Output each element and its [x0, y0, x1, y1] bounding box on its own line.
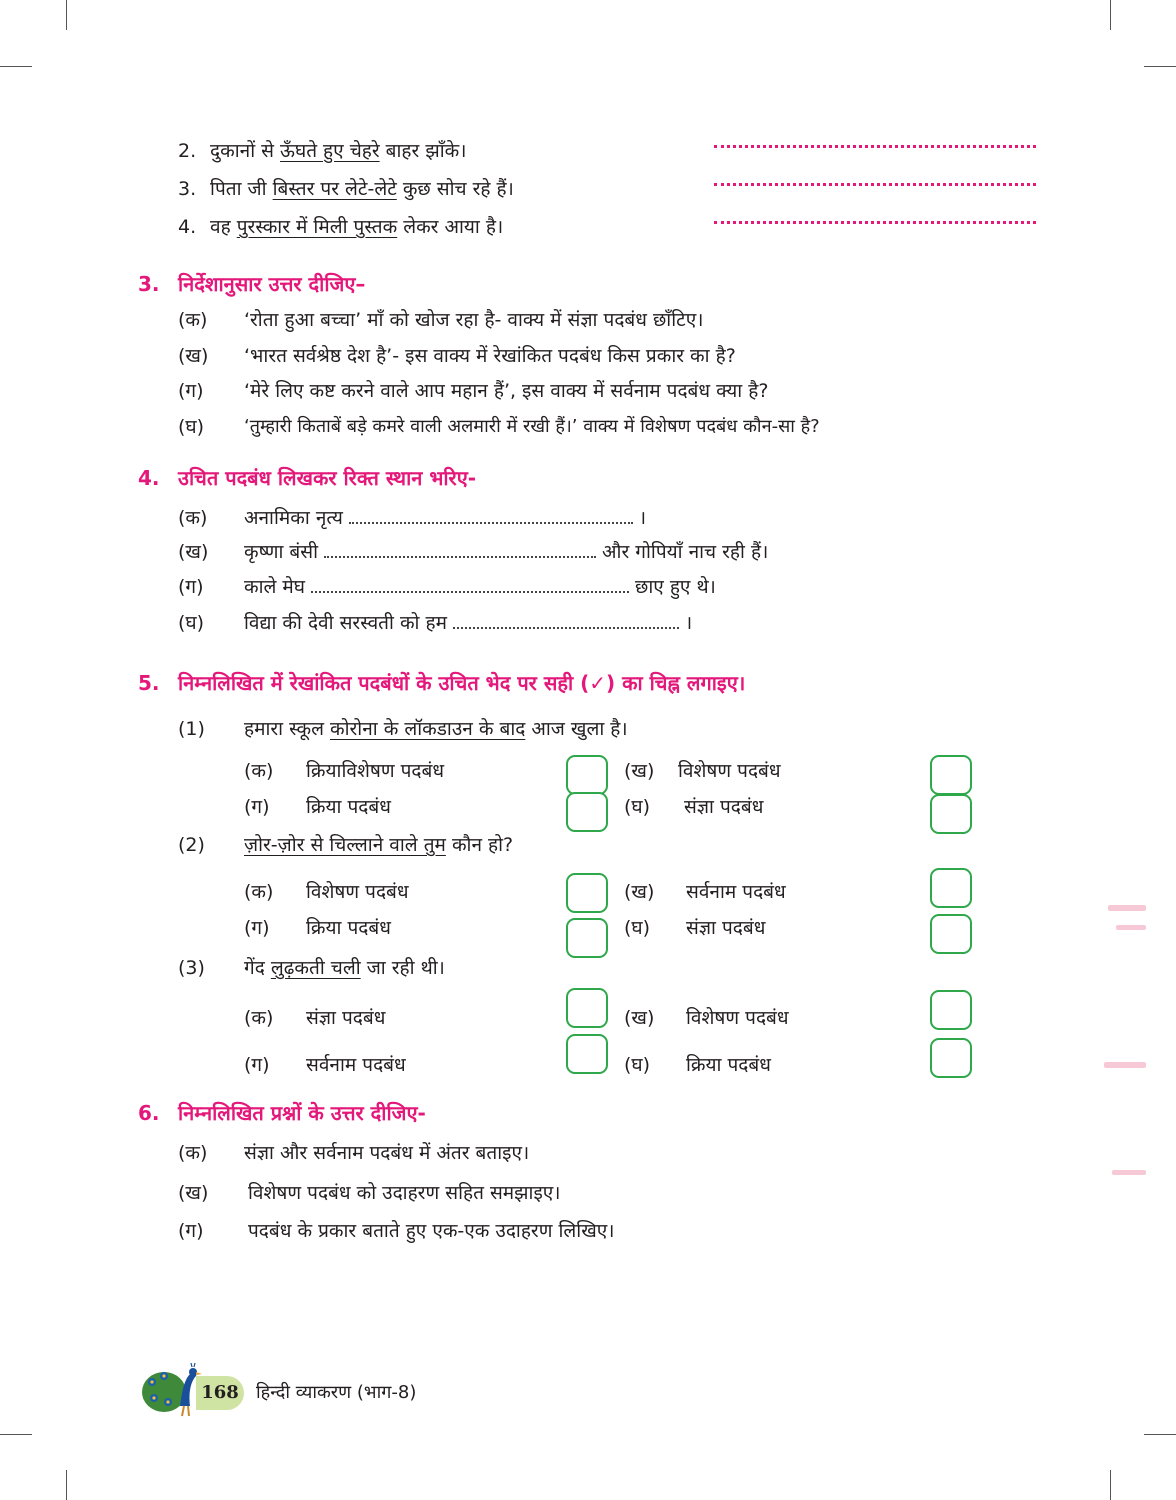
- item-label: (घ): [178, 612, 205, 634]
- item-label: (1): [178, 718, 205, 740]
- fill-blank-item: [244, 610, 692, 636]
- item-text: बाहर झाँके।: [379, 140, 467, 162]
- blank-line[interactable]: [453, 613, 679, 629]
- item-text: कृष्णा बंसी: [244, 541, 319, 563]
- section-heading: [138, 1099, 426, 1127]
- item-text: अनामिका नृत्य: [244, 507, 343, 529]
- option-label: (ख): [624, 881, 655, 903]
- option-label: (क): [244, 881, 274, 903]
- answer-line[interactable]: [714, 145, 1036, 148]
- item-text: विद्या की देवी सरस्वती को हम: [244, 612, 447, 634]
- answer-checkbox[interactable]: [566, 988, 608, 1028]
- option-label: (घ): [624, 917, 651, 939]
- item-label: (ग): [178, 1220, 204, 1242]
- decorative-stroke: [1104, 1062, 1146, 1068]
- option-text: संज्ञा पदबंध: [686, 917, 766, 939]
- decorative-stroke: [1116, 925, 1146, 930]
- answer-checkbox[interactable]: [930, 794, 972, 834]
- option-text: क्रियाविशेषण पदबंध: [306, 760, 445, 782]
- question-text: ‘मेरे लिए कष्ट करने वाले आप महान हैं’, इस वाक्य में सर्वनाम पदबंध क्या है?: [244, 380, 769, 402]
- answer-line[interactable]: [714, 221, 1036, 224]
- item-number: 4.: [178, 216, 197, 238]
- question-text: ‘तुम्हारी किताबें बड़े कमरे वाली अलमारी में रखी हैं।’ वाक्य में विशेषण पदबंध कौन-सा है?: [244, 416, 820, 437]
- item-label: (क): [178, 309, 208, 331]
- option-label: (ग): [244, 917, 270, 939]
- option-text: विशेषण पदबंध: [686, 1007, 789, 1029]
- section-number: 5.: [138, 671, 160, 695]
- item-text: पिता जी: [210, 178, 273, 200]
- decorative-stroke: [1112, 1170, 1146, 1175]
- section-heading: [138, 464, 476, 492]
- item-label: (ग): [178, 380, 204, 402]
- option-text: सर्वनाम पदबंध: [306, 1054, 406, 1076]
- option-label: (ख): [624, 760, 655, 782]
- blank-line[interactable]: [324, 542, 596, 558]
- option-label: (ग): [244, 796, 270, 818]
- list-item: [178, 138, 466, 164]
- list-item: [178, 214, 503, 240]
- option-text: विशेषण पदबंध: [306, 881, 409, 903]
- item-text: और गोपियाँ नाच रही हैं।: [602, 541, 769, 563]
- item-text: काले मेघ: [244, 576, 306, 598]
- underlined-phrase: ज़ोर-ज़ोर से चिल्लाने वाले तुम: [244, 834, 446, 856]
- fill-blank-item: [244, 574, 716, 600]
- answer-checkbox[interactable]: [566, 755, 608, 795]
- item-text: वह: [210, 216, 237, 238]
- item-text: जा रही थी।: [360, 957, 445, 979]
- option-text: क्रिया पदबंध: [306, 917, 391, 939]
- crop-mark: [1110, 0, 1111, 30]
- question-text: [244, 716, 628, 742]
- item-text: कौन हो?: [445, 834, 514, 856]
- list-item: [178, 176, 514, 202]
- item-text: गेंद: [244, 957, 271, 979]
- item-text: छाए हुए थे।: [635, 576, 716, 598]
- option-text: विशेषण पदबंध: [678, 760, 781, 782]
- option-text: सर्वनाम पदबंध: [686, 881, 786, 903]
- option-label: (ख): [624, 1007, 655, 1029]
- answer-checkbox[interactable]: [930, 1038, 972, 1078]
- crop-mark: [0, 66, 32, 67]
- fill-blank-item: [244, 505, 646, 531]
- item-label: (घ): [178, 416, 205, 438]
- answer-checkbox[interactable]: [566, 918, 608, 958]
- section-title: उचित पदबंध लिखकर रिक्त स्थान भरिए-: [178, 466, 477, 490]
- answer-checkbox[interactable]: [566, 1034, 608, 1074]
- option-label: (ग): [244, 1054, 270, 1076]
- crop-mark: [1144, 1434, 1176, 1435]
- book-title: हिन्दी व्याकरण (भाग-8): [256, 1382, 417, 1403]
- question-text: संज्ञा और सर्वनाम पदबंध में अंतर बताइए।: [244, 1142, 530, 1164]
- item-label: (क): [178, 507, 208, 529]
- item-text: ।: [684, 612, 693, 634]
- section-number: 4.: [138, 466, 160, 490]
- option-label: (क): [244, 760, 274, 782]
- underlined-phrase: कोरोना के लॉकडाउन के बाद: [330, 718, 526, 740]
- item-text: कुछ सोच रहे हैं।: [396, 178, 514, 200]
- item-number: 2.: [178, 140, 197, 162]
- option-label: (घ): [624, 1054, 651, 1076]
- question-text: विशेषण पदबंध को उदाहरण सहित समझाइए।: [248, 1182, 561, 1204]
- item-label: (ग): [178, 576, 204, 598]
- option-label: (घ): [624, 796, 651, 818]
- item-text: ।: [638, 507, 647, 529]
- item-text: आज खुला है।: [525, 718, 628, 740]
- option-text: क्रिया पदबंध: [306, 796, 391, 818]
- crop-mark: [66, 1470, 67, 1500]
- answer-checkbox[interactable]: [930, 990, 972, 1030]
- section-heading: [138, 270, 365, 298]
- crop-mark: [0, 1434, 32, 1435]
- option-text: संज्ञा पदबंध: [684, 796, 764, 818]
- item-text: दुकानों से: [210, 140, 281, 162]
- section-number: 6.: [138, 1101, 160, 1125]
- blank-line[interactable]: [311, 577, 629, 593]
- question-text: ‘भारत सर्वश्रेष्ठ देश है’- इस वाक्य में रेखांकित पदबंध किस प्रकार का है?: [244, 345, 736, 367]
- question-text: [244, 955, 445, 981]
- answer-line[interactable]: [714, 183, 1036, 186]
- answer-checkbox[interactable]: [930, 914, 972, 954]
- underlined-phrase: ऊँघते हुए चेहरे: [280, 140, 380, 162]
- option-text: क्रिया पदबंध: [686, 1054, 771, 1076]
- item-number: 3.: [178, 178, 197, 200]
- section-heading: [138, 669, 745, 697]
- crop-mark: [1144, 66, 1176, 67]
- item-label: (3): [178, 957, 205, 979]
- answer-checkbox[interactable]: [566, 792, 608, 832]
- crop-mark: [66, 0, 67, 30]
- answer-checkbox[interactable]: [566, 873, 608, 913]
- section-title: निम्नलिखित प्रश्नों के उत्तर दीजिए-: [178, 1101, 426, 1125]
- question-text: ‘रोता हुआ बच्चा’ माँ को खोज रहा है- वाक्य में संज्ञा पदबंध छाँटिए।: [244, 309, 704, 331]
- crop-mark: [1110, 1470, 1111, 1500]
- page-number: 168: [196, 1376, 244, 1410]
- underlined-phrase: लुढ़कती चली: [270, 957, 361, 979]
- option-label: (क): [244, 1007, 274, 1029]
- section-number: 3.: [138, 272, 160, 296]
- section-title: निर्देशानुसार उत्तर दीजिए–: [178, 272, 366, 296]
- underlined-phrase: पुरस्कार में मिली पुस्तक: [236, 216, 398, 238]
- answer-checkbox[interactable]: [930, 868, 972, 908]
- section-title: निम्नलिखित में रेखांकित पदबंधों के उचित भेद पर सही (✓) का चिह्न लगाइए।: [178, 671, 746, 695]
- item-label: (ख): [178, 541, 209, 563]
- question-text: [244, 832, 513, 858]
- fill-blank-item: [244, 539, 768, 565]
- item-label: (ख): [178, 1182, 209, 1204]
- answer-checkbox[interactable]: [930, 755, 972, 795]
- item-text: हमारा स्कूल: [244, 718, 331, 740]
- question-text: पदबंध के प्रकार बताते हुए एक-एक उदाहरण लिखिए।: [248, 1220, 615, 1242]
- decorative-stroke: [1108, 905, 1146, 911]
- item-label: (ख): [178, 345, 209, 367]
- option-text: संज्ञा पदबंध: [306, 1007, 386, 1029]
- item-text: लेकर आया है।: [397, 216, 504, 238]
- blank-line[interactable]: [349, 508, 633, 524]
- item-label: (2): [178, 834, 205, 856]
- underlined-phrase: बिस्तर पर लेटे-लेटे: [272, 178, 397, 200]
- item-label: (क): [178, 1142, 208, 1164]
